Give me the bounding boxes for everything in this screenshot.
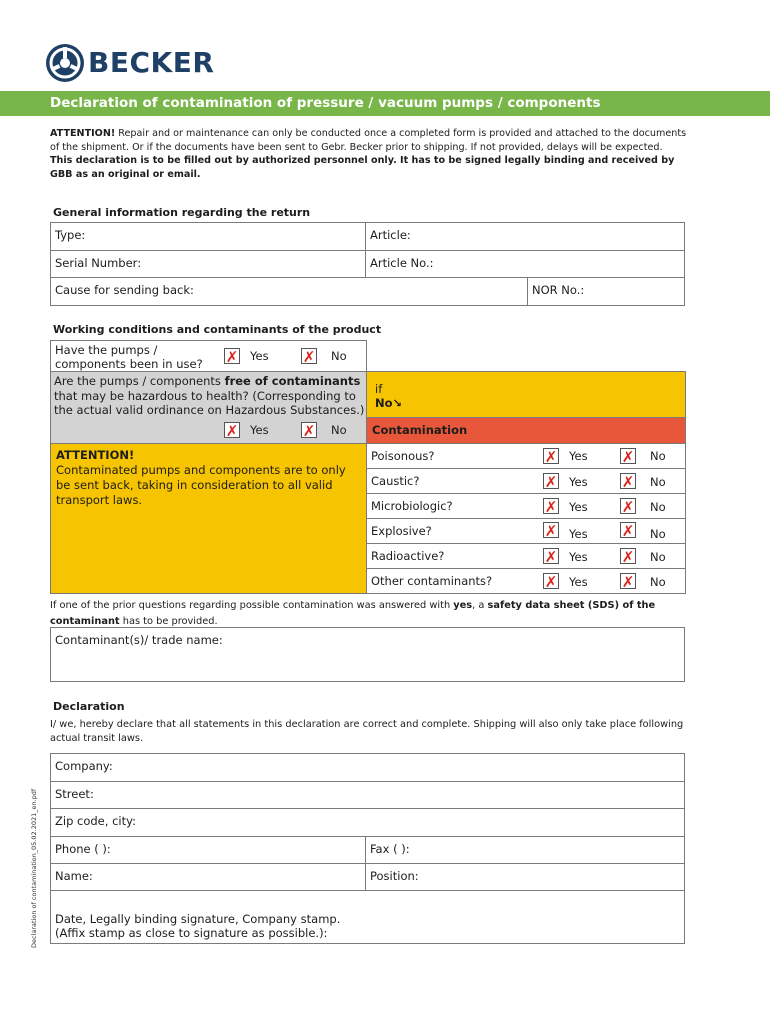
- free-bold: free of contaminants: [224, 374, 361, 388]
- sds-mid: , a: [472, 600, 488, 611]
- name-label: Name:: [55, 869, 93, 883]
- type-field[interactable]: [50, 222, 366, 251]
- attention-label: ATTENTION!: [56, 448, 135, 462]
- contaminant-row-microbiologic: [366, 493, 686, 519]
- free-question-text: [54, 374, 366, 418]
- if-no-box: [366, 371, 686, 418]
- no-label: No: [650, 475, 666, 489]
- no-label: No: [650, 449, 666, 463]
- serial-number-label: Serial Number:: [55, 256, 142, 270]
- contaminant-label: Microbiologic?: [371, 499, 453, 513]
- contaminant-row-poisonous: [366, 443, 686, 469]
- intro-text: [50, 127, 690, 181]
- declaration-heading: Declaration: [53, 700, 125, 713]
- phone-label: Phone ( ):: [55, 842, 111, 856]
- explosive-yes-checkbox[interactable]: ✗: [544, 522, 558, 540]
- free-post1: that may be hazardous to health? (Corresponding to: [54, 388, 356, 403]
- sds-note: [50, 598, 690, 630]
- in-use-no-checkbox[interactable]: ✗: [302, 348, 316, 366]
- in-use-yes-label: Yes: [250, 349, 269, 363]
- nor-no-label: NOR No.:: [532, 283, 585, 297]
- position-field[interactable]: [365, 863, 685, 891]
- caustic-no-checkbox[interactable]: ✗: [621, 473, 635, 491]
- sds-pre: If one of the prior questions regarding possible contamination was answered with: [50, 600, 454, 611]
- article-field[interactable]: [365, 222, 685, 251]
- contaminant-list: [366, 443, 686, 594]
- microbiologic-yes-checkbox[interactable]: ✗: [544, 498, 558, 516]
- free-post2: the actual valid ordinance on Hazardous Substances.): [54, 403, 365, 417]
- trade-name-label: Contaminant(s)/ trade name:: [55, 633, 223, 647]
- yes-label: Yes: [569, 550, 588, 564]
- contaminant-row-explosive: [366, 518, 686, 544]
- free-yes-checkbox[interactable]: ✗: [225, 422, 239, 440]
- in-use-line2: components been in use?: [55, 357, 203, 371]
- yes-label: Yes: [569, 475, 588, 489]
- in-use-yes-checkbox[interactable]: ✗: [225, 348, 239, 366]
- fax-field[interactable]: [365, 836, 685, 864]
- explosive-no-checkbox[interactable]: ✗: [621, 522, 635, 540]
- free-yes-label: Yes: [250, 423, 269, 437]
- general-heading: General information regarding the return: [53, 206, 311, 219]
- other-yes-checkbox[interactable]: ✗: [544, 573, 558, 591]
- intro-bold-text: This declaration is to be filled out by authorized personnel only. It has to be signed legally binding and received by GBB as an original or email.: [50, 155, 675, 180]
- signature-line1: Date, Legally binding signature, Company stamp.: [55, 912, 341, 926]
- caustic-yes-checkbox[interactable]: ✗: [544, 473, 558, 491]
- no-label: No: [650, 500, 666, 514]
- free-no-checkbox[interactable]: ✗: [302, 422, 316, 440]
- becker-logo-icon: [46, 44, 84, 82]
- yes-label: Yes: [569, 449, 588, 463]
- contaminant-row-caustic: [366, 468, 686, 494]
- intro-attention-label: ATTENTION!: [50, 128, 116, 139]
- if-no-text: [375, 382, 402, 410]
- logo-text: BECKER: [88, 46, 215, 79]
- cause-label: Cause for sending back:: [55, 283, 194, 297]
- contaminant-label: Caustic?: [371, 474, 420, 488]
- trade-name-field[interactable]: [50, 627, 685, 682]
- zip-city-label: Zip code, city:: [55, 814, 136, 828]
- signature-field[interactable]: [50, 890, 685, 944]
- article-no-field[interactable]: [365, 250, 685, 278]
- declaration-text: I/ we, hereby declare that all statements in this declaration are correct and complete. Shipping will also only take place following actual transit laws.: [50, 719, 684, 744]
- working-heading: Working conditions and contaminants of the product: [53, 323, 382, 336]
- street-label: Street:: [55, 787, 94, 801]
- attention-box: [50, 443, 367, 594]
- poisonous-yes-checkbox[interactable]: ✗: [544, 448, 558, 466]
- radioactive-yes-checkbox[interactable]: ✗: [544, 548, 558, 566]
- position-label: Position:: [370, 869, 419, 883]
- free-pre: Are the pumps / components: [54, 374, 225, 388]
- yes-label: Yes: [569, 500, 588, 514]
- street-field[interactable]: [50, 781, 685, 809]
- in-use-line1: Have the pumps /: [55, 343, 158, 357]
- page-title: Declaration of contamination of pressure / vacuum pumps / components: [0, 91, 770, 116]
- cause-field[interactable]: [50, 277, 528, 306]
- attention-text: Contaminated pumps and components are to only be sent back, taking in consideration to all valid transport laws.: [56, 463, 346, 507]
- yes-label: Yes: [569, 575, 588, 589]
- contaminant-label: Radioactive?: [371, 549, 445, 563]
- sds-bold: safety data sheet (SDS) of the contaminant: [50, 600, 656, 627]
- document-filename: Declaration of contamination_05.02.2021_en.pdf: [30, 788, 38, 948]
- sds-post: has to be provided.: [119, 616, 218, 627]
- no-label: No: [650, 550, 666, 564]
- free-no-label: No: [331, 423, 347, 437]
- article-no-label: Article No.:: [370, 256, 434, 270]
- other-no-checkbox[interactable]: ✗: [621, 573, 635, 591]
- no-label: No: [650, 575, 666, 589]
- no-label: No: [650, 527, 666, 541]
- company-field[interactable]: [50, 753, 685, 782]
- no-arrow-label: No↘: [375, 396, 403, 410]
- if-label: if: [375, 382, 383, 396]
- yes-label: Yes: [569, 527, 588, 541]
- contaminant-label: Other contaminants?: [371, 574, 493, 588]
- contaminant-label: Poisonous?: [371, 449, 435, 463]
- contaminant-row-radioactive: [366, 543, 686, 569]
- serial-number-field[interactable]: [50, 250, 366, 278]
- type-label: Type:: [55, 228, 86, 242]
- nor-no-field[interactable]: [527, 277, 685, 306]
- phone-field[interactable]: [50, 836, 366, 864]
- sds-yes: yes: [453, 600, 473, 611]
- intro-attention-text: Repair and or maintenance can only be conducted once a completed form is provided and attached to the documents of the shipment. Or if the documents have been sent to Gebr. Becker prior to shipping. If not provided, delays will be expected.: [50, 128, 687, 153]
- contaminant-row-other: [366, 568, 686, 594]
- contamination-header: Contamination: [366, 417, 686, 444]
- contaminant-label: Explosive?: [371, 524, 432, 538]
- in-use-question: [50, 340, 367, 372]
- zip-city-field[interactable]: [50, 808, 685, 837]
- radioactive-no-checkbox[interactable]: ✗: [621, 548, 635, 566]
- company-label: Company:: [55, 759, 113, 773]
- in-use-no-label: No: [331, 349, 347, 363]
- article-label: Article:: [370, 228, 411, 242]
- poisonous-no-checkbox[interactable]: ✗: [621, 448, 635, 466]
- signature-line2: (Affix stamp as close to signature as possible.):: [55, 926, 328, 940]
- microbiologic-no-checkbox[interactable]: ✗: [621, 498, 635, 516]
- fax-label: Fax ( ):: [370, 842, 410, 856]
- name-field[interactable]: [50, 863, 366, 891]
